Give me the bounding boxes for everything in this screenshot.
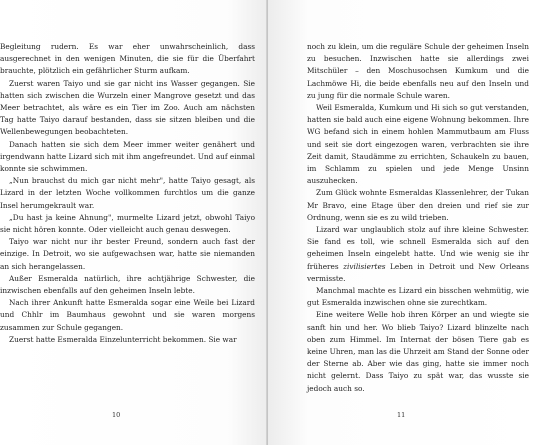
paragraph: Weil Esmeralda, Kumkum und Hi sich so gut verstanden, hatten sie bald auch eine eigene Wohnung bekommen. Ihre WG befand sich in einem hohlen Mammutbaum am Fluss und seit sie dort eingezogen waren, verbrachten sie ihre Zeit damit, Staudämme zu errichten, Schaukeln zu bauen, im Schlamm zu spielen und jede Menge Unsinn auszuhecken. xyxy=(307,103,529,186)
paragraph: Zum Glück wohnte Esmeraldas Klassenlehrer, der Tukan Mr Bravo, eine Etage über den dreien und rief sie zur Ordnung, wenn sie es zu wild trieben. xyxy=(307,188,529,222)
emphasized-word: zivilisiertes xyxy=(343,261,386,271)
paragraph: Außer Esmeralda natürlich, ihre achtjährige Schwester, die inzwischen ebenfalls auf den geheimen Inseln lebte. xyxy=(0,273,255,296)
paragraph: Manchmal machte es Lizard ein bisschen wehmütig, wie gut Esmeralda inzwischen ohne sie zurechtkam. xyxy=(307,286,529,308)
page-number-right: 11 xyxy=(397,411,406,419)
paragraph: „Du hast ja keine Ahnung", murmelte Lizard jetzt, obwohl Taiyo sie nicht hören konnte. Oder vielleicht auch genau deswegen. xyxy=(0,212,255,235)
paragraph: Lizard war unglaublich stolz auf ihre kleine Schwester. Sie fand es toll, wie schnell Esmeralda sich auf den geheimen Inseln eingelebt hatte. Und wie wenig sie ihr früheres zivilisiertes Leben in Detroit und New Orleans vermisste. xyxy=(307,225,529,283)
paragraph: Zuerst waren Taiyo und sie gar nicht ins Wasser gegangen. Sie hatten sich zwischen die Wurzeln einer Mangrove gesetzt und das Meer betrachtet, als wäre es ein Tier im Zoo. Auch am nächsten Tag hatte Taiyo darauf bestanden, dass sie sitzen bleiben und die Wellenbewegungen beobachteten. xyxy=(0,78,255,137)
paragraph: Eine weitere Welle hob ihren Körper an und wiegte sie sanft hin und her. Wo blieb Taiyo? Lizard blinzelte nach oben zum Himmel. Im Internat der bösen Tiere gab es keine Uhren, man las die Uhrzeit am Stand der Sonne oder der Sterne ab. Aber wie das ging, hatte sie immer noch nicht gelernt. Dass Taiyo zu spät war, das wusste sie jedoch auch so. xyxy=(307,310,529,393)
paragraph: noch zu klein, um die reguläre Schule der geheimen Inseln zu besuchen. Inzwischen hatte sie allerdings zwei Mitschüler – den Moschusochsen Kumkum und die Lachmöwe Hi, die beide ebenfalls neu auf den Inseln und zu jung für die normale Schule waren. xyxy=(307,42,529,100)
left-page-text xyxy=(0,41,255,346)
right-page-text xyxy=(307,41,529,395)
paragraph: Nach ihrer Ankunft hatte Esmeralda sogar eine Weile bei Lizard und Chhlr im Baumhaus gewohnt und sie waren morgens zusammen zur Schule gegangen. xyxy=(0,298,255,332)
paragraph: Danach hatten sie sich dem Meer immer weiter genähert und irgendwann hatte Lizard sich mit ihm angefreundet. Und auf einmal konnte sie schwimmen. xyxy=(0,139,255,174)
paragraph: Taiyo war nicht nur ihr bester Freund, sondern auch fast der einzige. In Detroit, wo sie aufgewachsen war, hatte sie niemanden an sich herangelassen. xyxy=(0,237,255,271)
page-number-left: 10 xyxy=(112,411,121,419)
paragraph: „Nun brauchst du mich gar nicht mehr", hatte Taiyo gesagt, als Lizard in der letzten Woche vollkommen furchtlos um die ganze Insel herumgekrault war. xyxy=(0,176,255,210)
paragraph: Begleitung rudern. Es war eher unwahrscheinlich, dass ausgerechnet in den wenigen Minuten, die sie für die Überfahrt brauchte, plötzlich ein gefährlicher Sturm aufkam. xyxy=(0,42,255,76)
right-page xyxy=(268,0,538,445)
left-page xyxy=(0,0,268,445)
paragraph: Zuerst hatte Esmeralda Einzelunterricht bekommen. Sie war xyxy=(9,334,237,344)
